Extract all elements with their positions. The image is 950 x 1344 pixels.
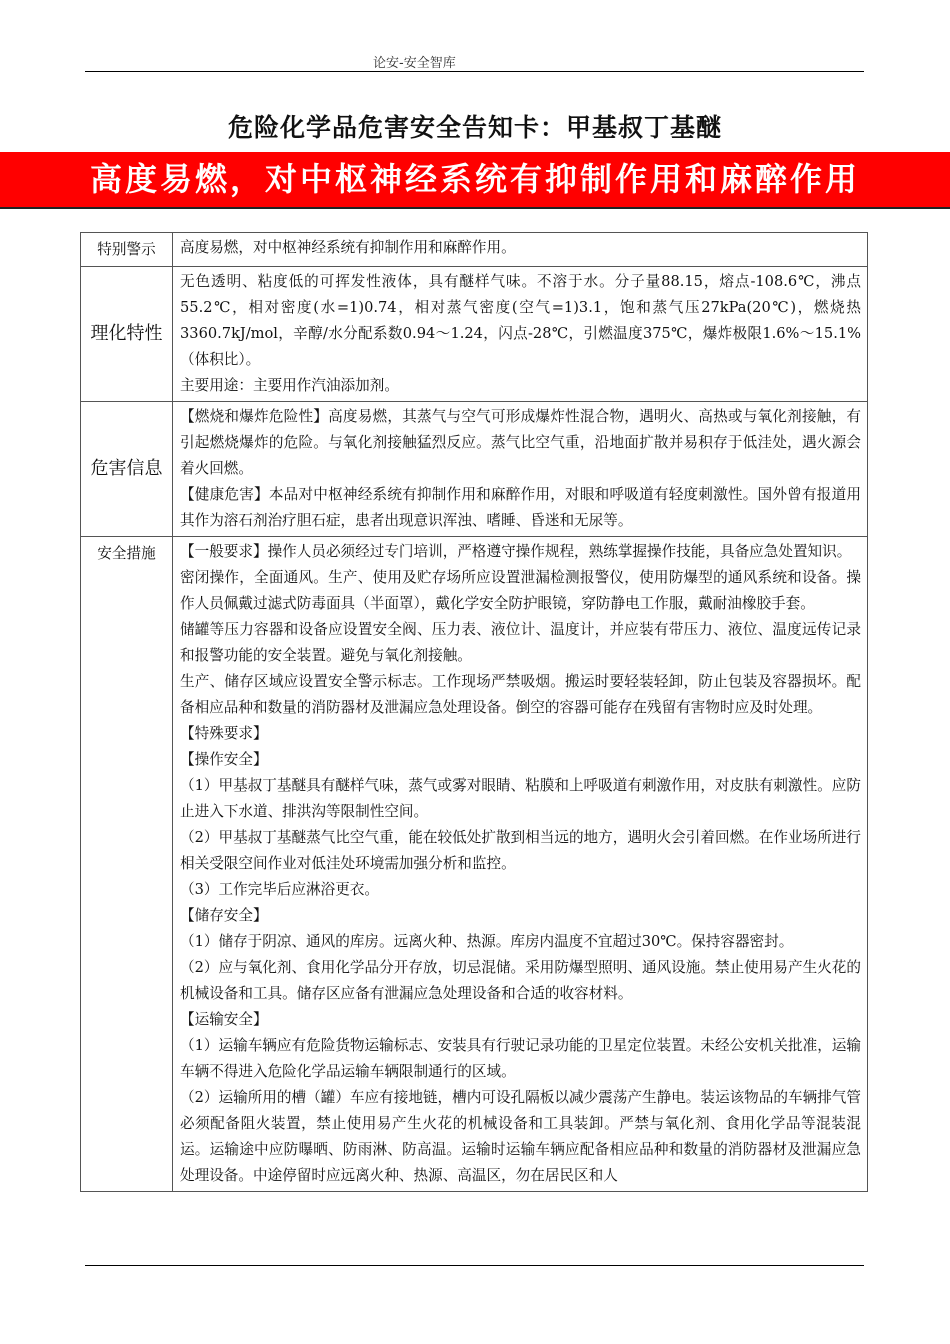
safety-line: 【储存安全】	[180, 907, 268, 924]
label-hazard-info: 危害信息	[81, 402, 173, 537]
content-hazard-info	[173, 402, 868, 537]
hazard-card-table	[80, 232, 868, 1192]
header-site-name: 论安-安全智库	[373, 56, 456, 71]
content-properties	[173, 267, 868, 402]
footer-divider	[85, 1265, 864, 1266]
safety-line: 生产、储存区域应设置安全警示标志。工作现场严禁吸烟。搬运时要轻装轻卸，防止包装及容器损坏。配备相应品种和数量的消防器材及泄漏应急处理设备。倒空的容器可能存在残留有害物时应及时处理。	[180, 673, 861, 716]
warning-banner: 高度易燃，对中枢神经系统有抑制作用和麻醉作用	[0, 152, 950, 209]
label-special-warning: 特别警示	[81, 233, 173, 267]
row-properties	[81, 267, 868, 402]
hazard-line: 【燃烧和爆炸危险性】高度易燃，其蒸气与空气可形成爆炸性混合物，遇明火、高热或与氧化剂接触，有引起燃烧爆炸的危险。与氧化剂接触猛烈反应。蒸气比空气重，沿地面扩散并易积存于低洼处，遇火源会着火回燃。	[180, 408, 861, 477]
content-safety-measures	[173, 537, 868, 1192]
safety-line: （2）运输所用的槽（罐）车应有接地链，槽内可设孔隔板以减少震荡产生静电。装运该物品的车辆排气管必须配备阻火装置，禁止使用易产生火花的机械设备和工具装卸。严禁与氧化剂、食用化学品等混装混运。运输途中应防曝晒、防雨淋、防高温。运输时运输车辆应配备相应品种和数量的消防器材及泄漏应急处理设备。中途停留时应远离火种、热源、高温区，勿在居民区和人	[180, 1089, 861, 1184]
safety-line: 密闭操作，全面通风。生产、使用及贮存场所应设置泄漏检测报警仪，使用防爆型的通风系统和设备。操作人员佩戴过滤式防毒面具（半面罩），戴化学安全防护眼镜，穿防静电工作服，戴耐油橡胶手套。	[180, 569, 861, 612]
safety-line: （3）工作完毕后应淋浴更衣。	[180, 881, 380, 898]
safety-line: 【特殊要求】	[180, 725, 268, 742]
header-divider	[85, 71, 864, 72]
hazard-line: 【健康危害】本品对中枢神经系统有抑制作用和麻醉作用，对眼和呼吸道有轻度刺激性。国外曾有报道用其作为溶石剂治疗胆石症，患者出现意识浑浊、嗜睡、昏迷和无尿等。	[180, 486, 861, 529]
page-title: 危险化学品危害安全告知卡：甲基叔丁基醚	[227, 113, 722, 142]
row-safety-measures	[81, 537, 868, 1192]
safety-line: （1）运输车辆应有危险货物运输标志、安装具有行驶记录功能的卫星定位装置。未经公安机关批准，运输车辆不得进入危险化学品运输车辆限制通行的区域。	[180, 1037, 861, 1080]
safety-line: （2）甲基叔丁基醚蒸气比空气重，能在较低处扩散到相当远的地方，遇明火会引着回燃。在作业场所进行相关受限空间作业对低洼处环境需加强分析和监控。	[180, 829, 861, 872]
safety-line: 储罐等压力容器和设备应设置安全阀、压力表、液位计、温度计，并应装有带压力、液位、温度远传记录和报警功能的安全装置。避免与氧化剂接触。	[180, 621, 861, 664]
label-properties: 理化特性	[81, 267, 173, 402]
label-safety-measures: 安全措施	[81, 537, 173, 1192]
properties-line: 主要用途：主要用作汽油添加剂。	[180, 377, 399, 394]
safety-line: 【运输安全】	[180, 1011, 268, 1028]
warning-line: 高度易燃，对中枢神经系统有抑制作用和麻醉作用。	[180, 239, 516, 256]
safety-line: （1）储存于阴凉、通风的库房。远离火种、热源。库房内温度不宜超过30℃。保持容器密封。	[180, 933, 794, 950]
row-hazard-info	[81, 402, 868, 537]
safety-line: （1）甲基叔丁基醚具有醚样气味，蒸气或雾对眼睛、粘膜和上呼吸道有刺激作用，对皮肤有刺激性。应防止进入下水道、排洪沟等限制性空间。	[180, 777, 861, 820]
properties-line: 无色透明、粘度低的可挥发性液体，具有醚样气味。不溶于水。分子量88.15，熔点-108.6℃，沸点55.2℃，相对密度(水=1)0.74，相对蒸气密度(空气=1)3.1，饱和蒸气压27kPa(20℃)，燃烧热3360.7kJ/mol，辛醇/水分配系数0.94～1.24，闪点-28℃，引燃温度375℃，爆炸极限1.6%～15.1%（体积比）。	[180, 273, 861, 368]
safety-line: 【一般要求】操作人员必须经过专门培训，严格遵守操作规程，熟练掌握操作技能，具备应急处置知识。	[180, 543, 852, 560]
safety-line: （2）应与氧化剂、食用化学品分开存放，切忌混储。采用防爆型照明、通风设施。禁止使用易产生火花的机械设备和工具。储存区应备有泄漏应急处理设备和合适的收容材料。	[180, 959, 861, 1002]
safety-line: 【操作安全】	[180, 751, 268, 768]
row-special-warning	[81, 233, 868, 267]
content-special-warning	[173, 233, 868, 267]
